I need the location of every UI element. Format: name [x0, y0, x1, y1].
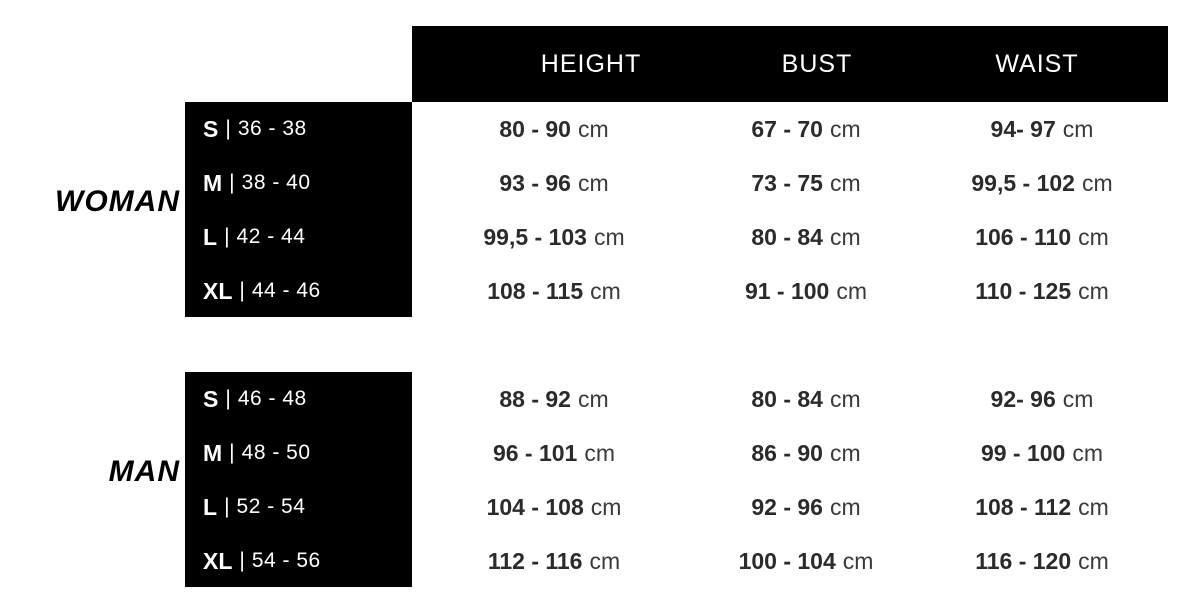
bust-cell: [696, 156, 916, 210]
height-cell: [412, 426, 696, 480]
size-range: 44 - 46: [251, 279, 321, 302]
bust-value: 100 - 104: [738, 547, 836, 574]
size-range: 38 - 40: [241, 171, 311, 194]
unit-label: cm: [1062, 115, 1094, 142]
height-value: 80 - 90: [499, 115, 571, 142]
waist-value: 116 - 120: [975, 547, 1072, 574]
waist-cell: [916, 426, 1168, 480]
size-separator: |: [229, 441, 235, 464]
height-cell: [412, 210, 696, 264]
bust-cell: [696, 102, 916, 156]
unit-label: cm: [577, 169, 609, 196]
size-range: 42 - 44: [236, 225, 306, 248]
size-cell: [185, 534, 412, 588]
height-value: 108 - 115: [487, 277, 584, 304]
unit-label: cm: [1078, 493, 1109, 520]
unit-label: cm: [590, 277, 621, 304]
table-row: [0, 264, 1200, 318]
size-code: M: [203, 439, 223, 466]
waist-cell: [916, 210, 1168, 264]
size-cell: [185, 102, 412, 156]
waist-cell: [916, 264, 1168, 318]
bust-value: 73 - 75: [751, 169, 823, 196]
unit-label: cm: [577, 385, 609, 412]
size-code: L: [203, 223, 218, 250]
waist-cell: [916, 102, 1168, 156]
unit-label: cm: [577, 115, 609, 142]
height-cell: [412, 372, 696, 426]
unit-label: cm: [842, 547, 874, 574]
waist-value: 94- 97: [990, 115, 1056, 142]
column-header-bust: BUST: [781, 49, 853, 78]
unit-label: cm: [593, 223, 625, 250]
height-cell: [412, 480, 696, 534]
height-cell: [412, 264, 696, 318]
unit-label: cm: [1078, 547, 1109, 574]
waist-cell: [916, 534, 1168, 588]
size-code: S: [203, 115, 219, 142]
table-row: [0, 102, 1200, 156]
waist-value: 108 - 112: [975, 493, 1072, 520]
bust-value: 80 - 84: [751, 223, 823, 250]
unit-label: cm: [584, 439, 616, 466]
size-range: 36 - 38: [237, 117, 307, 140]
unit-label: cm: [829, 223, 861, 250]
unit-label: cm: [829, 439, 861, 466]
waist-value: 99,5 - 102: [971, 169, 1075, 196]
size-separator: |: [224, 495, 230, 518]
size-cell: [185, 426, 412, 480]
table-row: [0, 480, 1200, 534]
waist-value: 92- 96: [990, 385, 1056, 412]
column-header-waist: WAIST: [995, 49, 1079, 78]
size-separator: |: [225, 117, 231, 140]
unit-label: cm: [829, 385, 861, 412]
height-value: 112 - 116: [487, 547, 583, 574]
size-separator: |: [239, 549, 245, 572]
height-cell: [412, 102, 696, 156]
size-code: XL: [203, 277, 233, 304]
size-code: M: [203, 169, 223, 196]
table-header-band: [412, 26, 1168, 102]
bust-value: 86 - 90: [751, 439, 823, 466]
bust-value: 67 - 70: [751, 115, 823, 142]
size-range: 46 - 48: [237, 387, 307, 410]
size-code: XL: [203, 547, 233, 574]
height-cell: [412, 156, 696, 210]
unit-label: cm: [1062, 385, 1094, 412]
waist-cell: [916, 480, 1168, 534]
height-value: 88 - 92: [499, 385, 571, 412]
table-row: [0, 426, 1200, 480]
unit-label: cm: [836, 277, 868, 304]
size-range: 54 - 56: [251, 549, 321, 572]
height-value: 96 - 101: [492, 439, 578, 466]
size-cell: [185, 264, 412, 318]
table-row: [0, 372, 1200, 426]
unit-label: cm: [589, 547, 621, 574]
bust-value: 91 - 100: [744, 277, 830, 304]
unit-label: cm: [829, 115, 861, 142]
bust-value: 92 - 96: [751, 493, 823, 520]
waist-value: 110 - 125: [975, 277, 1072, 304]
unit-label: cm: [1078, 223, 1109, 250]
size-separator: |: [225, 387, 231, 410]
size-separator: |: [224, 225, 230, 248]
height-value: 104 - 108: [486, 493, 584, 520]
size-code: L: [203, 493, 218, 520]
height-cell: [412, 534, 696, 588]
size-separator: |: [239, 279, 245, 302]
waist-cell: [916, 156, 1168, 210]
height-value: 99,5 - 103: [483, 223, 587, 250]
table-row: [0, 156, 1200, 210]
size-cell: [185, 210, 412, 264]
size-range: 48 - 50: [241, 441, 311, 464]
bust-cell: [696, 480, 916, 534]
table-row: [0, 534, 1200, 588]
waist-value: 99 - 100: [980, 439, 1066, 466]
table-row: [0, 210, 1200, 264]
group-label-man: MAN: [108, 455, 180, 488]
unit-label: cm: [829, 493, 861, 520]
unit-label: cm: [1072, 439, 1104, 466]
bust-cell: [696, 372, 916, 426]
size-separator: |: [229, 171, 235, 194]
size-cell: [185, 480, 412, 534]
size-range: 52 - 54: [236, 495, 306, 518]
group-label-woman: WOMAN: [55, 185, 180, 218]
size-cell: [185, 372, 412, 426]
height-value: 93 - 96: [499, 169, 571, 196]
bust-cell: [696, 210, 916, 264]
unit-label: cm: [829, 169, 861, 196]
waist-cell: [916, 372, 1168, 426]
bust-cell: [696, 264, 916, 318]
bust-cell: [696, 534, 916, 588]
size-code: S: [203, 385, 219, 412]
bust-value: 80 - 84: [751, 385, 823, 412]
waist-value: 106 - 110: [975, 223, 1072, 250]
unit-label: cm: [590, 493, 622, 520]
unit-label: cm: [1081, 169, 1113, 196]
bust-cell: [696, 426, 916, 480]
size-cell: [185, 156, 412, 210]
unit-label: cm: [1078, 277, 1109, 304]
column-header-height: HEIGHT: [540, 49, 642, 78]
